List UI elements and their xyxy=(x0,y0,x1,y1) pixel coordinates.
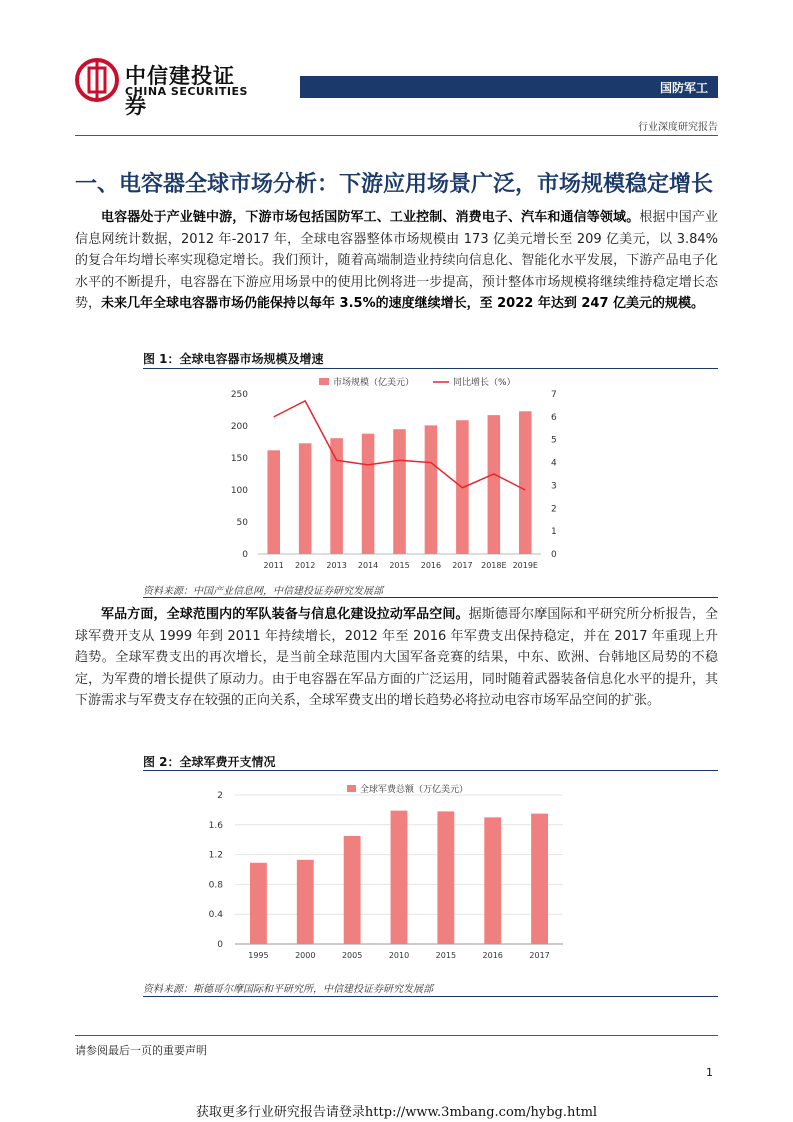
legend-line-label: 同比增长（%） xyxy=(453,378,516,388)
y-left-tick-label: 250 xyxy=(230,390,248,400)
y-left-tick-label: 200 xyxy=(230,422,248,432)
header-divider xyxy=(75,135,718,136)
figure-2-source: 资料来源：斯德哥尔摩国际和平研究所，中信建投证券研究发展部 xyxy=(143,984,433,995)
paragraph-1 xyxy=(75,207,718,315)
y-left-tick-label: 50 xyxy=(236,518,248,528)
y-right-tick-label: 4 xyxy=(551,458,557,469)
y-tick-label: 0.8 xyxy=(208,880,223,891)
legend-bar-swatch xyxy=(319,378,329,385)
x-tick-label: 2005 xyxy=(341,951,363,960)
x-tick-label: 2016 xyxy=(482,951,503,960)
paragraph-2-bold-intro: 军品方面，全球范围内的军队装备与信息化建设拉动军品空间。 xyxy=(101,607,469,622)
sector-label: 国防军工 xyxy=(659,81,708,95)
bar-military-spending xyxy=(484,817,501,944)
y-left-tick-label: 0 xyxy=(242,550,248,560)
x-tick-label: 2011 xyxy=(263,561,284,570)
paragraph-2-body: 据斯德哥尔摩国际和平研究所分析报告，全球军费开支从 1999 年到 2011 年持续增长，2012 年至 2016 年军费支出保持稳定，并在 2017 年重现上升趋势。全球军费支出的再次增长，是当前全球范围内大国军备竞赛的结果，中东、欧洲、台韩地区局势的不稳定，为军费的增长提供了原动力。由于电容器在军品方面的广泛运用，同时随着武器装备信息化水平的提升，其下游需求与军费支存在较强的正向关系，全球军费支出的增长趋势必将拉动电容市场军品空间的扩张。 xyxy=(75,607,718,708)
y-tick-label: 0.4 xyxy=(208,910,223,921)
x-tick-label: 2016 xyxy=(420,561,442,570)
y-right-tick-label: 0 xyxy=(551,550,557,560)
x-tick-label: 2015 xyxy=(389,561,410,570)
page-number: 1 xyxy=(706,1066,713,1079)
logo-cn: 中信建投证券 xyxy=(125,64,235,118)
bar-market-size xyxy=(267,450,280,554)
y-left-tick-label: 100 xyxy=(230,486,248,496)
report-type: 行业深度研究报告 xyxy=(638,122,718,133)
y-left-tick-label: 150 xyxy=(230,454,248,464)
y-right-tick-label: 1 xyxy=(551,527,557,538)
bar-market-size xyxy=(425,425,438,554)
logo-en: CHINA SECURITIES xyxy=(125,85,248,98)
watermark-link[interactable]: 获取更多行业研究报告请登录http://www.3mbang.com/hybg.html xyxy=(195,1105,598,1120)
x-tick-label: 2017 xyxy=(452,561,473,570)
y-right-tick-label: 7 xyxy=(551,390,557,400)
footer-divider xyxy=(75,1035,718,1036)
footer-disclaimer: 请参阅最后一页的重要声明 xyxy=(75,1044,207,1057)
bar-market-size xyxy=(393,429,406,554)
legend-bar-label: 市场规模（亿美元） xyxy=(333,378,415,388)
section-title: 一、电容器全球市场分析：下游应用场景广泛，市场规模稳定增长 xyxy=(75,172,714,197)
bar-market-size xyxy=(330,438,343,554)
x-tick-label: 2019E xyxy=(512,561,538,570)
bar-market-size xyxy=(362,434,375,554)
logo xyxy=(75,58,255,118)
legend-bar-swatch xyxy=(347,785,356,792)
x-tick-label: 2013 xyxy=(326,561,347,570)
legend-bar-label: 全球军费总额（万亿美元） xyxy=(360,785,469,795)
figure-1-source: 资料来源：中国产业信息网，中信建投证券研究发展部 xyxy=(143,586,383,597)
y-tick-label: 0 xyxy=(217,940,223,950)
chart-1 xyxy=(143,372,718,582)
bar-military-spending xyxy=(531,814,548,944)
bar-market-size xyxy=(299,443,312,554)
figure-1-top-rule xyxy=(143,368,718,369)
bar-military-spending xyxy=(344,836,361,944)
x-tick-label: 2000 xyxy=(295,951,316,960)
x-tick-label: 1995 xyxy=(248,951,269,960)
paragraph-1-bold-intro: 电容器处于产业链中游，下游市场包括国防军工、工业控制、消费电子、汽车和通信等领域。 xyxy=(101,210,640,225)
x-tick-label: 2012 xyxy=(294,561,316,570)
y-tick-label: 2 xyxy=(217,791,223,801)
paragraph-1-body: 根据中国产业信息网统计数据，2012 年-2017 年，全球电容器整体市场规模由 173 亿美元增长至 209 亿美元，以 3.84%的复合年均增长率实现稳定增长。我们预计，随着高端制造业持续向信息化、智能化水平发展，下游产品电子化水平的不断提升，电容器在下游应用场景中的使用比例将进一步提高，预计整体市场规模将继续维持稳定增长态势， xyxy=(75,210,718,311)
x-tick-label: 2018E xyxy=(481,561,507,570)
bar-military-spending xyxy=(391,811,408,944)
bar-military-spending xyxy=(250,863,267,944)
figure-2-title: 图 2：全球军费开支情况 xyxy=(143,755,276,769)
figure-2-bottom-rule xyxy=(143,996,718,997)
figure-1-title: 图 1：全球电容器市场规模及增速 xyxy=(143,352,324,366)
paragraph-2 xyxy=(75,604,718,712)
paragraph-1-bold-end: 未来几年全球电容器市场仍能保持以每年 3.5%的速度继续增长，至 2022 年达到 247 亿美元的规模。 xyxy=(101,296,705,311)
figure-1-bottom-rule xyxy=(143,597,718,598)
x-tick-label: 2015 xyxy=(435,951,457,960)
y-right-tick-label: 2 xyxy=(551,504,557,515)
chart-2 xyxy=(143,774,718,972)
y-right-tick-label: 3 xyxy=(551,481,557,492)
bar-military-spending xyxy=(297,860,314,944)
figure-2-top-rule xyxy=(143,770,718,771)
x-tick-label: 2017 xyxy=(529,951,550,960)
y-right-tick-label: 5 xyxy=(551,435,557,446)
y-tick-label: 1.6 xyxy=(208,820,223,831)
y-tick-label: 1.2 xyxy=(208,850,223,861)
bar-market-size xyxy=(519,411,532,554)
bar-market-size xyxy=(488,415,501,554)
y-right-tick-label: 6 xyxy=(551,412,557,423)
citic-logo-icon xyxy=(75,58,119,102)
x-tick-label: 2014 xyxy=(357,561,379,570)
bar-military-spending xyxy=(437,811,454,944)
header-bar xyxy=(300,76,718,98)
x-tick-label: 2010 xyxy=(388,951,410,960)
